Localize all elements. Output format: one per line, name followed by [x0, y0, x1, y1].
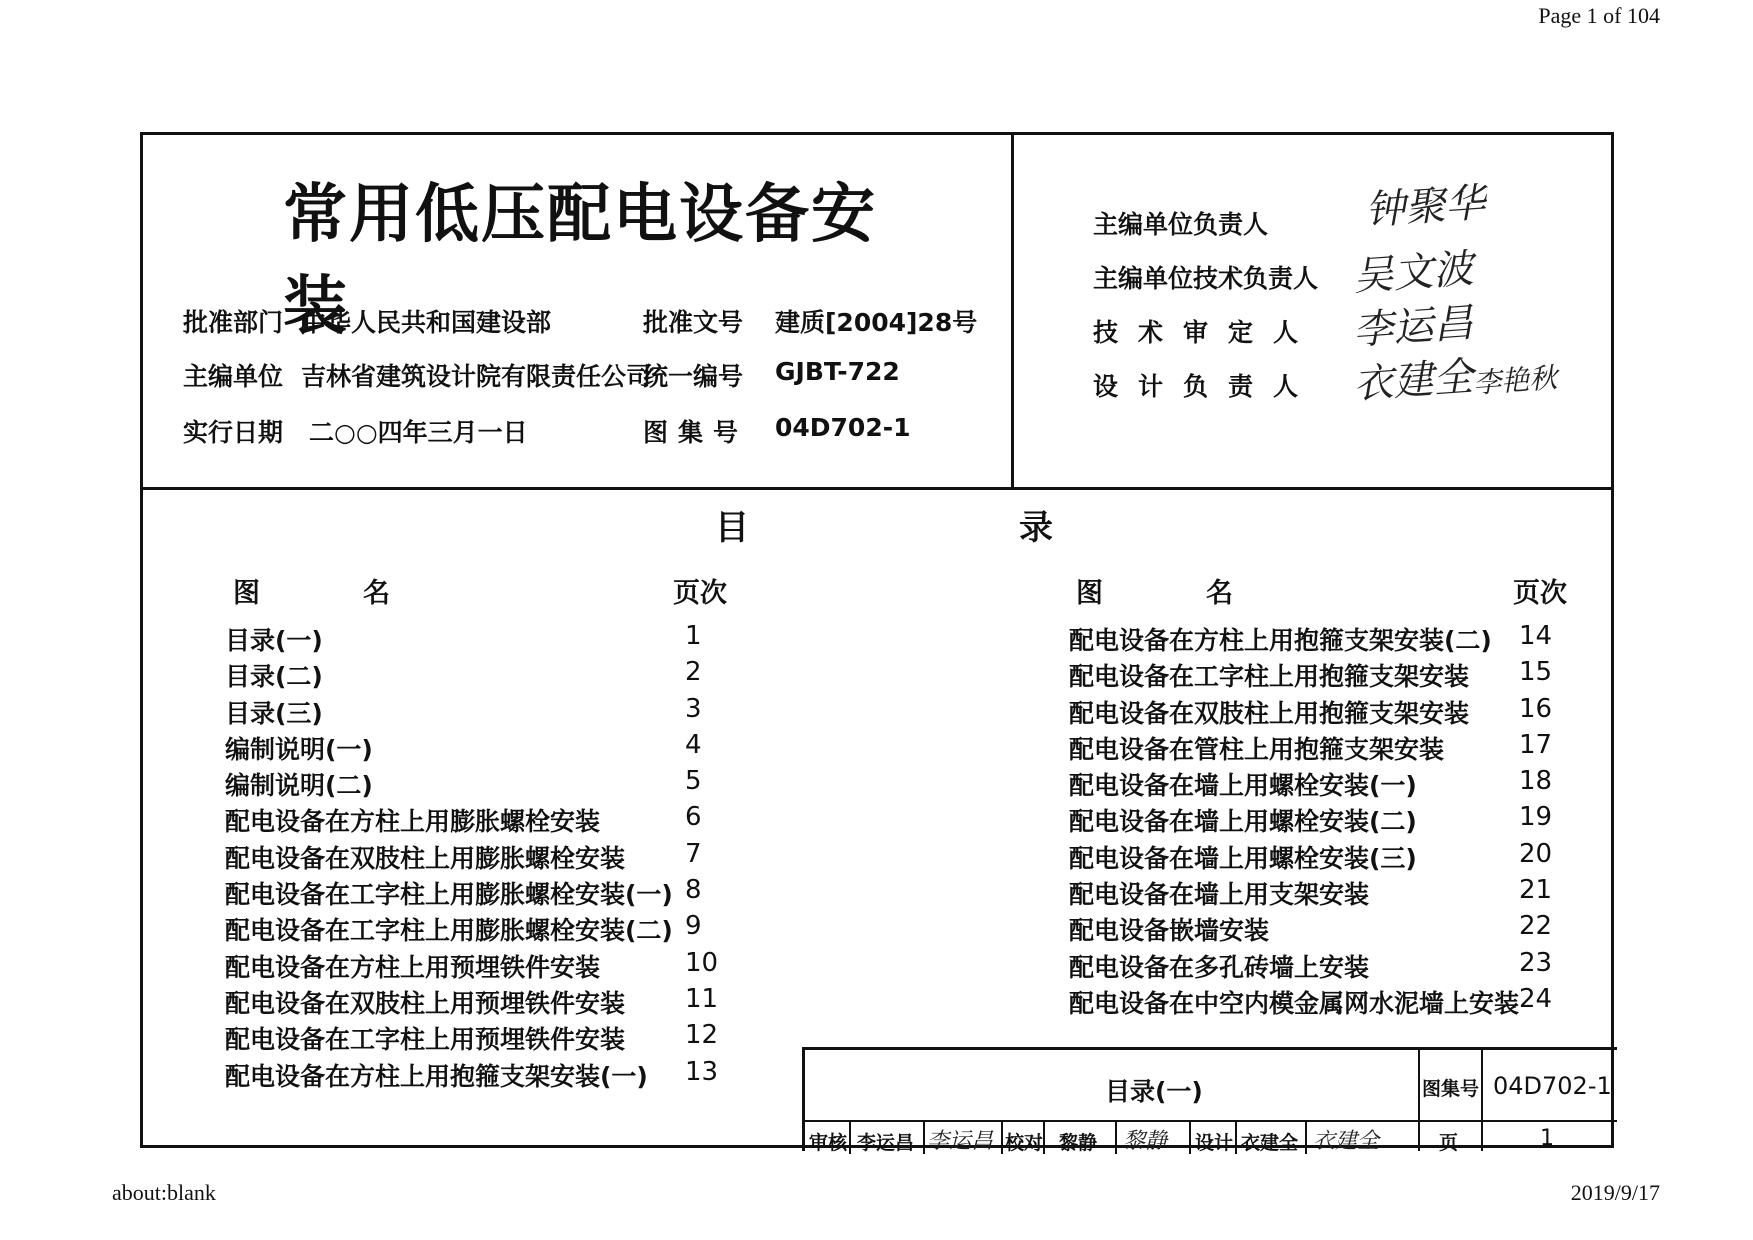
divider [1011, 135, 1014, 487]
toc-item-name: 目录(二) [225, 662, 323, 692]
toc-row[interactable] [1069, 982, 1589, 1018]
toc-item-name: 配电设备嵌墙安装 [1069, 916, 1270, 946]
toc-item-page: 16 [1519, 693, 1553, 724]
toc-item-name: 配电设备在工字柱上用预埋铁件安装 [225, 1025, 626, 1055]
atlas-no-label: 图集号 [643, 418, 749, 447]
toc-row[interactable] [1069, 619, 1589, 655]
unified-no-label: 统一编号 [643, 362, 744, 391]
toc-item-name: 配电设备在工字柱上用抱箍支架安装 [1069, 662, 1470, 692]
toc-row[interactable] [225, 873, 745, 909]
toc-item-name: 配电设备在方柱上用膨胀螺栓安装 [225, 807, 601, 837]
divider [1043, 1120, 1045, 1154]
toc-item-name: 配电设备在墙上用螺栓安装(一) [1069, 771, 1417, 801]
chief-tech-head-label: 主编单位技术负责人 [1093, 264, 1319, 293]
toc-item-name: 配电设备在中空内模金属网水泥墙上安装 [1069, 988, 1520, 1018]
toc-item-name: 配电设备在多孔砖墙上安装 [1069, 952, 1370, 982]
toc-item-name: 配电设备在方柱上用抱箍支架安装(一) [225, 1061, 648, 1091]
toc-item-page: 2 [685, 657, 702, 688]
toc-item-page: 13 [685, 1056, 719, 1087]
review-label: 审核 [809, 1132, 848, 1154]
toc-row[interactable] [225, 946, 745, 982]
divider [923, 1120, 925, 1154]
toc-item-name: 配电设备在方柱上用抱箍支架安装(二) [1069, 626, 1492, 655]
toc-item-page: 10 [685, 947, 719, 978]
toc-list-left [225, 619, 745, 1091]
unified-no-value: GJBT-722 [775, 357, 900, 386]
toc-item-page: 19 [1519, 802, 1553, 833]
toc-item-page: 23 [1519, 947, 1553, 978]
toc-row[interactable] [1069, 728, 1589, 764]
atlas-no-value: 04D702-1 [775, 413, 911, 442]
toc-row[interactable] [225, 764, 745, 800]
divider [1481, 1050, 1483, 1151]
divider [805, 1120, 1617, 1122]
toc-item-page: 9 [685, 911, 702, 942]
toc-list-right [1069, 619, 1589, 1018]
toc-item-name: 配电设备在墙上用螺栓安装(二) [1069, 807, 1417, 837]
tech-reviewer-label: 技术审定人 [1093, 318, 1319, 347]
toc-row[interactable] [1069, 909, 1589, 945]
divider [1305, 1120, 1307, 1154]
toc-item-name: 配电设备在双肢柱上用预埋铁件安装 [225, 988, 626, 1018]
toc-item-name: 目录(三) [225, 698, 323, 728]
toc-item-page: 24 [1519, 983, 1553, 1014]
toc-col-name: 图 [233, 578, 260, 609]
check-signature: 黎静 [1123, 1129, 1168, 1154]
toc-item-name: 配电设备在墙上用支架安装 [1069, 880, 1370, 910]
toc-item-page: 11 [685, 983, 719, 1014]
toc-row[interactable] [1069, 800, 1589, 836]
approval-dept-value: 中华人民共和国建设部 [301, 308, 552, 337]
design-name: 衣建全 [1241, 1132, 1299, 1154]
toc-row[interactable] [225, 619, 745, 655]
toc-item-name: 目录(一) [225, 626, 323, 655]
footer-url: about:blank [112, 1180, 216, 1205]
toc-row[interactable] [1069, 692, 1589, 728]
toc-item-name: 编制说明(一) [225, 734, 373, 764]
editor-unit-label: 主编单位 [183, 362, 284, 391]
page-label: 页 [1439, 1132, 1459, 1154]
toc-item-page: 14 [1519, 621, 1553, 651]
toc-col-name: 名 [363, 578, 390, 609]
page-indicator: Page 1 of 104 [1538, 3, 1660, 28]
toc-item-page: 18 [1519, 766, 1553, 797]
toc-row[interactable] [1069, 655, 1589, 691]
toc-title-right: 录 [1019, 508, 1053, 548]
toc-row[interactable] [225, 1055, 745, 1091]
design-label: 设计 [1195, 1132, 1234, 1154]
approval-doc-label: 批准文号 [643, 308, 744, 337]
divider [1001, 1120, 1003, 1154]
page-value: 1 [1540, 1126, 1554, 1151]
toc-item-name: 编制说明(二) [225, 771, 373, 801]
title-block [802, 1047, 1617, 1154]
signature-design-head: 衣建全 [1351, 353, 1475, 409]
chief-unit-head-label: 主编单位负责人 [1093, 210, 1269, 239]
toc-row[interactable] [225, 692, 745, 728]
toc-col-page: 页次 [1513, 578, 1567, 609]
toc-item-page: 5 [685, 766, 702, 797]
atlas-label: 图集号 [1422, 1078, 1480, 1100]
toc-item-page: 22 [1519, 911, 1553, 942]
toc-item-name: 配电设备在管柱上用抱箍支架安装 [1069, 734, 1445, 764]
design-signature: 衣建全 [1313, 1129, 1380, 1154]
page-title: 常用低压配电设备安装 [283, 178, 877, 344]
footer-date: 2019/9/17 [1570, 1180, 1660, 1205]
toc-item-page: 17 [1519, 729, 1553, 760]
toc-item-page: 7 [685, 838, 702, 869]
toc-row[interactable] [1069, 946, 1589, 982]
divider [849, 1120, 851, 1154]
toc-item-page: 15 [1519, 657, 1553, 688]
toc-col-name: 图 [1076, 578, 1103, 609]
review-signature: 李运昌 [927, 1129, 994, 1154]
signature-tech-reviewer: 李运昌 [1351, 299, 1475, 355]
divider [143, 487, 1611, 490]
divider [1189, 1120, 1191, 1154]
signature-design-head-2: 李艳秋 [1472, 361, 1559, 400]
toc-row[interactable] [225, 655, 745, 691]
toc-item-name: 配电设备在工字柱上用膨胀螺栓安装(二) [225, 916, 673, 946]
toc-row[interactable] [225, 1018, 745, 1054]
check-label: 校对 [1005, 1132, 1044, 1154]
effective-date-label: 实行日期 [183, 418, 284, 447]
toc-item-name: 配电设备在工字柱上用膨胀螺栓安装(一) [225, 880, 673, 910]
toc-item-name: 配电设备在双肢柱上用膨胀螺栓安装 [225, 843, 626, 873]
approval-doc-value: 建质[2004]28号 [775, 308, 978, 337]
toc-item-page: 6 [685, 802, 702, 833]
toc-row[interactable] [225, 800, 745, 836]
toc-row[interactable] [1069, 837, 1589, 873]
drawing-name: 目录(一) [1105, 1077, 1203, 1106]
toc-item-page: 3 [685, 693, 702, 724]
toc-item-name: 配电设备在双肢柱上用抱箍支架安装 [1069, 698, 1470, 728]
toc-item-page: 20 [1519, 838, 1553, 869]
drawing-sheet [140, 132, 1614, 1154]
toc-item-page: 4 [685, 729, 702, 760]
toc-item-page: 21 [1519, 875, 1553, 906]
design-head-label: 设计负责人 [1093, 372, 1319, 401]
toc-col-page: 页次 [673, 578, 727, 609]
toc-item-name: 配电设备在方柱上用预埋铁件安装 [225, 952, 601, 982]
effective-date-value: 二○○四年三月一日 [309, 418, 528, 447]
toc-row[interactable] [1069, 873, 1589, 909]
editor-unit-value: 吉林省建筑设计院有限责任公司 [301, 362, 652, 391]
toc-row[interactable] [225, 909, 745, 945]
toc-item-page: 8 [685, 875, 702, 906]
toc-row[interactable] [225, 982, 745, 1018]
divider [1235, 1120, 1237, 1154]
toc-item-page: 1 [685, 621, 702, 651]
divider [1115, 1120, 1117, 1154]
atlas-value: 04D702-1 [1493, 1072, 1612, 1100]
toc-col-name: 名 [1206, 578, 1233, 609]
toc-row[interactable] [225, 728, 745, 764]
divider [1418, 1050, 1420, 1151]
check-name: 黎静 [1059, 1132, 1098, 1154]
approval-dept-label: 批准部门 [183, 308, 284, 337]
toc-item-name: 配电设备在墙上用螺栓安装(三) [1069, 843, 1417, 873]
toc-row[interactable] [1069, 764, 1589, 800]
signature-chief-unit-head: 钟聚华 [1363, 179, 1487, 235]
signature-chief-tech-head: 吴文波 [1351, 245, 1475, 301]
toc-title-left: 目 [715, 508, 749, 548]
toc-item-page: 12 [685, 1020, 719, 1051]
review-name: 李运昌 [857, 1132, 915, 1154]
toc-row[interactable] [225, 837, 745, 873]
